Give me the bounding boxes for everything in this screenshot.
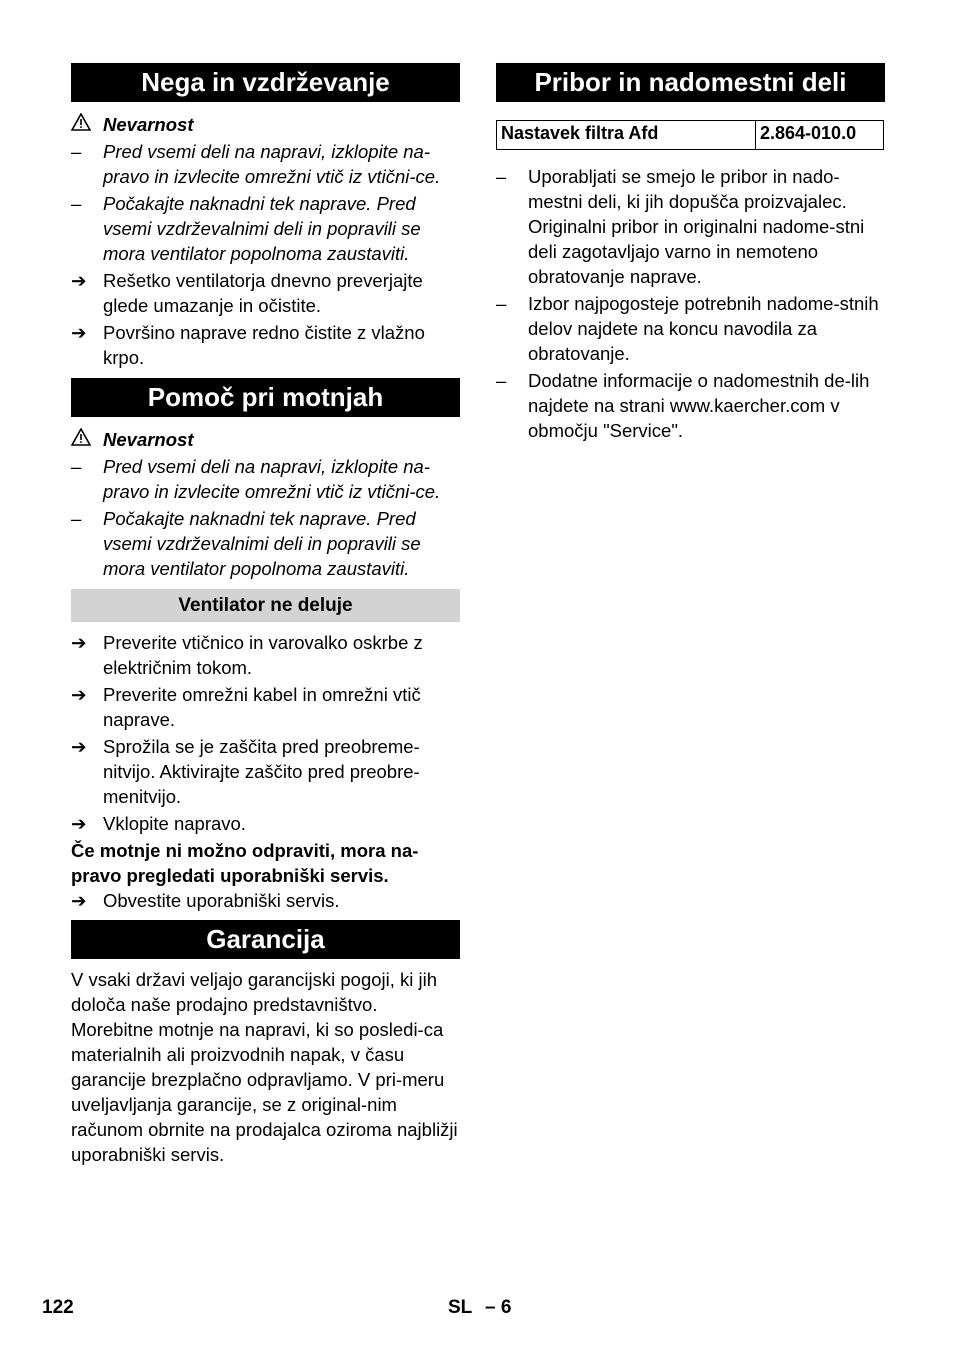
list-item <box>71 191 460 266</box>
table-cell-code: 2.864-010.0 <box>756 121 884 150</box>
danger-note <box>71 427 460 452</box>
action-text: Preverite vtičnico in varovalko oskrbe z električnim tokom. <box>103 632 423 678</box>
dash-marker: – <box>496 166 507 187</box>
action-item <box>71 811 460 836</box>
list-item-text: Počakajte naknadni tek naprave. Pred vsemi vzdrževalnimi deli in popravili se mora ventilator popolnoma zaustaviti. <box>103 508 421 579</box>
action-text: Obvestite uporabniški servis. <box>103 890 340 911</box>
list-item-text: Pred vsemi deli na napravi, izklopite na-pravo in izvlecite omrežni vtič iz vtični-ce. <box>103 456 441 502</box>
action-text: Preverite omrežni kabel in omrežni vtič naprave. <box>103 684 421 730</box>
danger-note <box>71 112 460 137</box>
warning-triangle-icon <box>71 427 103 452</box>
list-item-text: Počakajte naknadni tek naprave. Pred vsemi vzdrževalnimi deli in popravili se mora ventilator popolnoma zaustaviti. <box>103 193 421 264</box>
warranty-text: V vsaki državi veljajo garancijski pogoji, ki jih določa naše prodajno predstavništvo. Morebitne motnje na napravi, ki so posledi-ca materialnih ali proizvodnih napak, v času garancije brezplačno odpravljamo. V pri-meru uveljavljanja garancije, se z original-nim računom obrnite na prodajalca oziroma najbližji uporabniški servis. <box>71 969 458 1165</box>
left-column <box>71 63 460 1167</box>
list-item <box>71 139 460 189</box>
arrow-right-icon: ➔ <box>71 632 87 653</box>
arrow-right-icon: ➔ <box>71 270 87 291</box>
action-text: Rešetko ventilatorja dnevno preverjajte glede umazanje in očistite. <box>103 270 423 316</box>
list-item <box>496 291 885 366</box>
table-row <box>497 121 884 150</box>
language-code: SL <box>448 1297 473 1318</box>
dash-marker: – <box>71 193 82 214</box>
action-item <box>71 682 460 732</box>
page-subnumber: – 6 <box>485 1297 512 1318</box>
list-item-text: Izbor najpogosteje potrebnih nadome-stnih delov najdete na koncu navodila za obratovanje. <box>528 293 879 364</box>
dash-marker: – <box>71 456 82 477</box>
action-item <box>71 630 460 680</box>
arrow-right-icon: ➔ <box>71 684 87 705</box>
action-item <box>71 734 460 809</box>
section-title: Pomoč pri motnjah <box>71 378 460 417</box>
action-text: Sprožila se je zaščita pred preobreme-nitvijo. Aktivirajte zaščito pred preobre-menitvijo. <box>103 736 420 807</box>
list-item-text: Dodatne informacije o nadomestnih de-lih najdete na strani www.kaercher.com v območju "Service". <box>528 370 870 441</box>
arrow-right-icon: ➔ <box>71 736 87 757</box>
arrow-right-icon: ➔ <box>71 813 87 834</box>
danger-label: Nevarnost <box>103 429 194 450</box>
action-item <box>71 320 460 370</box>
dash-marker: – <box>496 293 507 314</box>
list-item <box>71 454 460 504</box>
section-title: Pribor in nadomestni deli <box>496 63 885 102</box>
action-item <box>71 268 460 318</box>
accessories-table <box>496 120 884 150</box>
action-item <box>71 888 460 913</box>
table-cell-name: Nastavek filtra Afd <box>497 121 756 150</box>
list-item <box>496 368 885 443</box>
subsection-title: Ventilator ne deluje <box>71 589 460 622</box>
danger-label: Nevarnost <box>103 114 194 135</box>
bold-notice: Če motnje ni možno odpraviti, mora na-pravo pregledati uporabniški servis. <box>71 840 419 886</box>
section-title: Nega in vzdrževanje <box>71 63 460 102</box>
dash-marker: – <box>71 141 82 162</box>
page-number: 122 <box>42 1297 74 1318</box>
arrow-right-icon: ➔ <box>71 322 87 343</box>
right-column <box>496 63 885 445</box>
section-title: Garancija <box>71 920 460 959</box>
list-item <box>71 506 460 581</box>
list-item-text: Uporabljati se smejo le pribor in nado-mestni deli, ki jih dopušča proizvajalec. Originalni pribor in originalni nadome-stni deli zagotavljajo varno in nemoteno obratovanje naprave. <box>528 166 865 287</box>
dash-marker: – <box>71 508 82 529</box>
action-text: Površino naprave redno čistite z vlažno krpo. <box>103 322 425 368</box>
arrow-right-icon: ➔ <box>71 890 87 911</box>
list-item <box>496 164 885 289</box>
action-text: Vklopite napravo. <box>103 813 246 834</box>
warning-triangle-icon <box>71 112 103 137</box>
list-item-text: Pred vsemi deli na napravi, izklopite na-pravo in izvlecite omrežni vtič iz vtični-ce. <box>103 141 441 187</box>
dash-marker: – <box>496 370 507 391</box>
